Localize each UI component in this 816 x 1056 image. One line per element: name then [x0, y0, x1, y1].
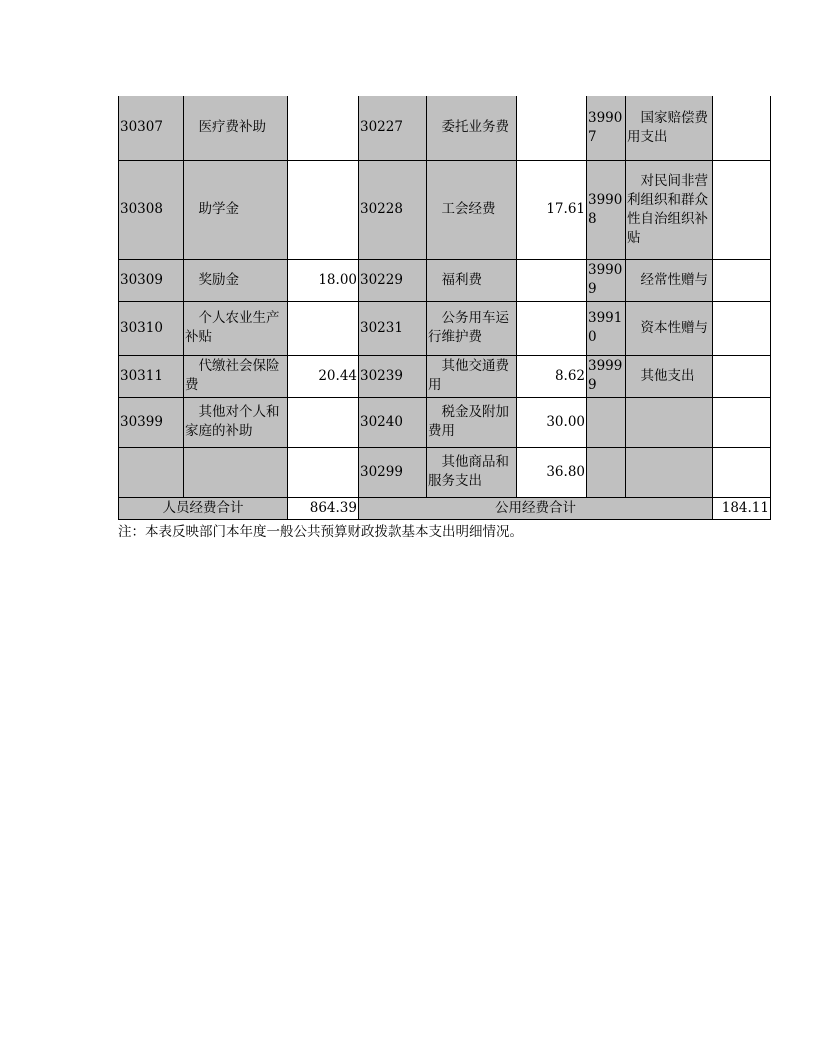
personal-amount [288, 301, 359, 355]
other-code: 39908 [587, 160, 626, 259]
personal-code [119, 447, 184, 497]
other-item-name: 国家赔偿费用支出 [626, 96, 713, 160]
other-code: 39909 [587, 259, 626, 301]
public-item-name: 公务用车运行维护费 [427, 301, 517, 355]
personal-item-name: 代缴社会保险费 [184, 355, 288, 397]
table-row [119, 355, 771, 397]
other-code [587, 397, 626, 447]
personal-amount [288, 160, 359, 259]
totals-row [119, 497, 771, 519]
other-item-name: 经常性赠与 [626, 259, 713, 301]
public-code: 30240 [359, 397, 427, 447]
public-amount [517, 259, 587, 301]
other-amount [713, 160, 771, 259]
personal-amount: 20.44 [288, 355, 359, 397]
other-amount [713, 301, 771, 355]
personal-item-name: 医疗费补助 [184, 96, 288, 160]
public-code: 30239 [359, 355, 427, 397]
public-amount: 30.00 [517, 397, 587, 447]
public-amount [517, 96, 587, 160]
other-item-name [626, 397, 713, 447]
public-item-name: 税金及附加费用 [427, 397, 517, 447]
personal-amount [288, 397, 359, 447]
table-row [119, 96, 771, 160]
personal-code: 30308 [119, 160, 184, 259]
public-code: 30299 [359, 447, 427, 497]
personal-item-name: 奖励金 [184, 259, 288, 301]
table-row [119, 301, 771, 355]
table-row [119, 397, 771, 447]
table-row [119, 259, 771, 301]
other-code: 39907 [587, 96, 626, 160]
other-code [587, 447, 626, 497]
personal-item-name: 个人农业生产补贴 [184, 301, 288, 355]
public-total-label: 公用经费合计 [359, 497, 713, 519]
other-amount [713, 259, 771, 301]
personal-item-name [184, 447, 288, 497]
public-amount: 36.80 [517, 447, 587, 497]
public-item-name: 委托业务费 [427, 96, 517, 160]
personal-amount: 18.00 [288, 259, 359, 301]
public-amount [517, 301, 587, 355]
personal-code: 30309 [119, 259, 184, 301]
public-item-name: 工会经费 [427, 160, 517, 259]
other-item-name: 其他支出 [626, 355, 713, 397]
table-row [119, 160, 771, 259]
personal-item-name: 助学金 [184, 160, 288, 259]
public-total-amount: 184.11 [713, 497, 771, 519]
public-code: 30229 [359, 259, 427, 301]
personal-total-amount: 864.39 [288, 497, 359, 519]
other-amount [713, 355, 771, 397]
other-item-name: 对民间非营利组织和群众性自治组织补贴 [626, 160, 713, 259]
personal-amount [288, 96, 359, 160]
public-amount: 17.61 [517, 160, 587, 259]
public-item-name: 其他商品和服务支出 [427, 447, 517, 497]
other-code: 39910 [587, 301, 626, 355]
personal-code: 30307 [119, 96, 184, 160]
public-item-name: 其他交通费用 [427, 355, 517, 397]
table-footnote: 注：本表反映部门本年度一般公共预算财政拨款基本支出明细情况。 [118, 524, 523, 540]
personal-total-label: 人员经费合计 [119, 497, 288, 519]
public-amount: 8.62 [517, 355, 587, 397]
other-item-name: 资本性赠与 [626, 301, 713, 355]
public-code: 30227 [359, 96, 427, 160]
table-row [119, 447, 771, 497]
other-item-name [626, 447, 713, 497]
personal-item-name: 其他对个人和家庭的补助 [184, 397, 288, 447]
other-code: 39999 [587, 355, 626, 397]
personal-code: 30399 [119, 397, 184, 447]
expenditure-detail-table [118, 96, 771, 520]
other-amount [713, 397, 771, 447]
other-amount [713, 96, 771, 160]
personal-code: 30310 [119, 301, 184, 355]
other-amount [713, 447, 771, 497]
personal-code: 30311 [119, 355, 184, 397]
personal-amount [288, 447, 359, 497]
public-code: 30231 [359, 301, 427, 355]
public-code: 30228 [359, 160, 427, 259]
public-item-name: 福利费 [427, 259, 517, 301]
